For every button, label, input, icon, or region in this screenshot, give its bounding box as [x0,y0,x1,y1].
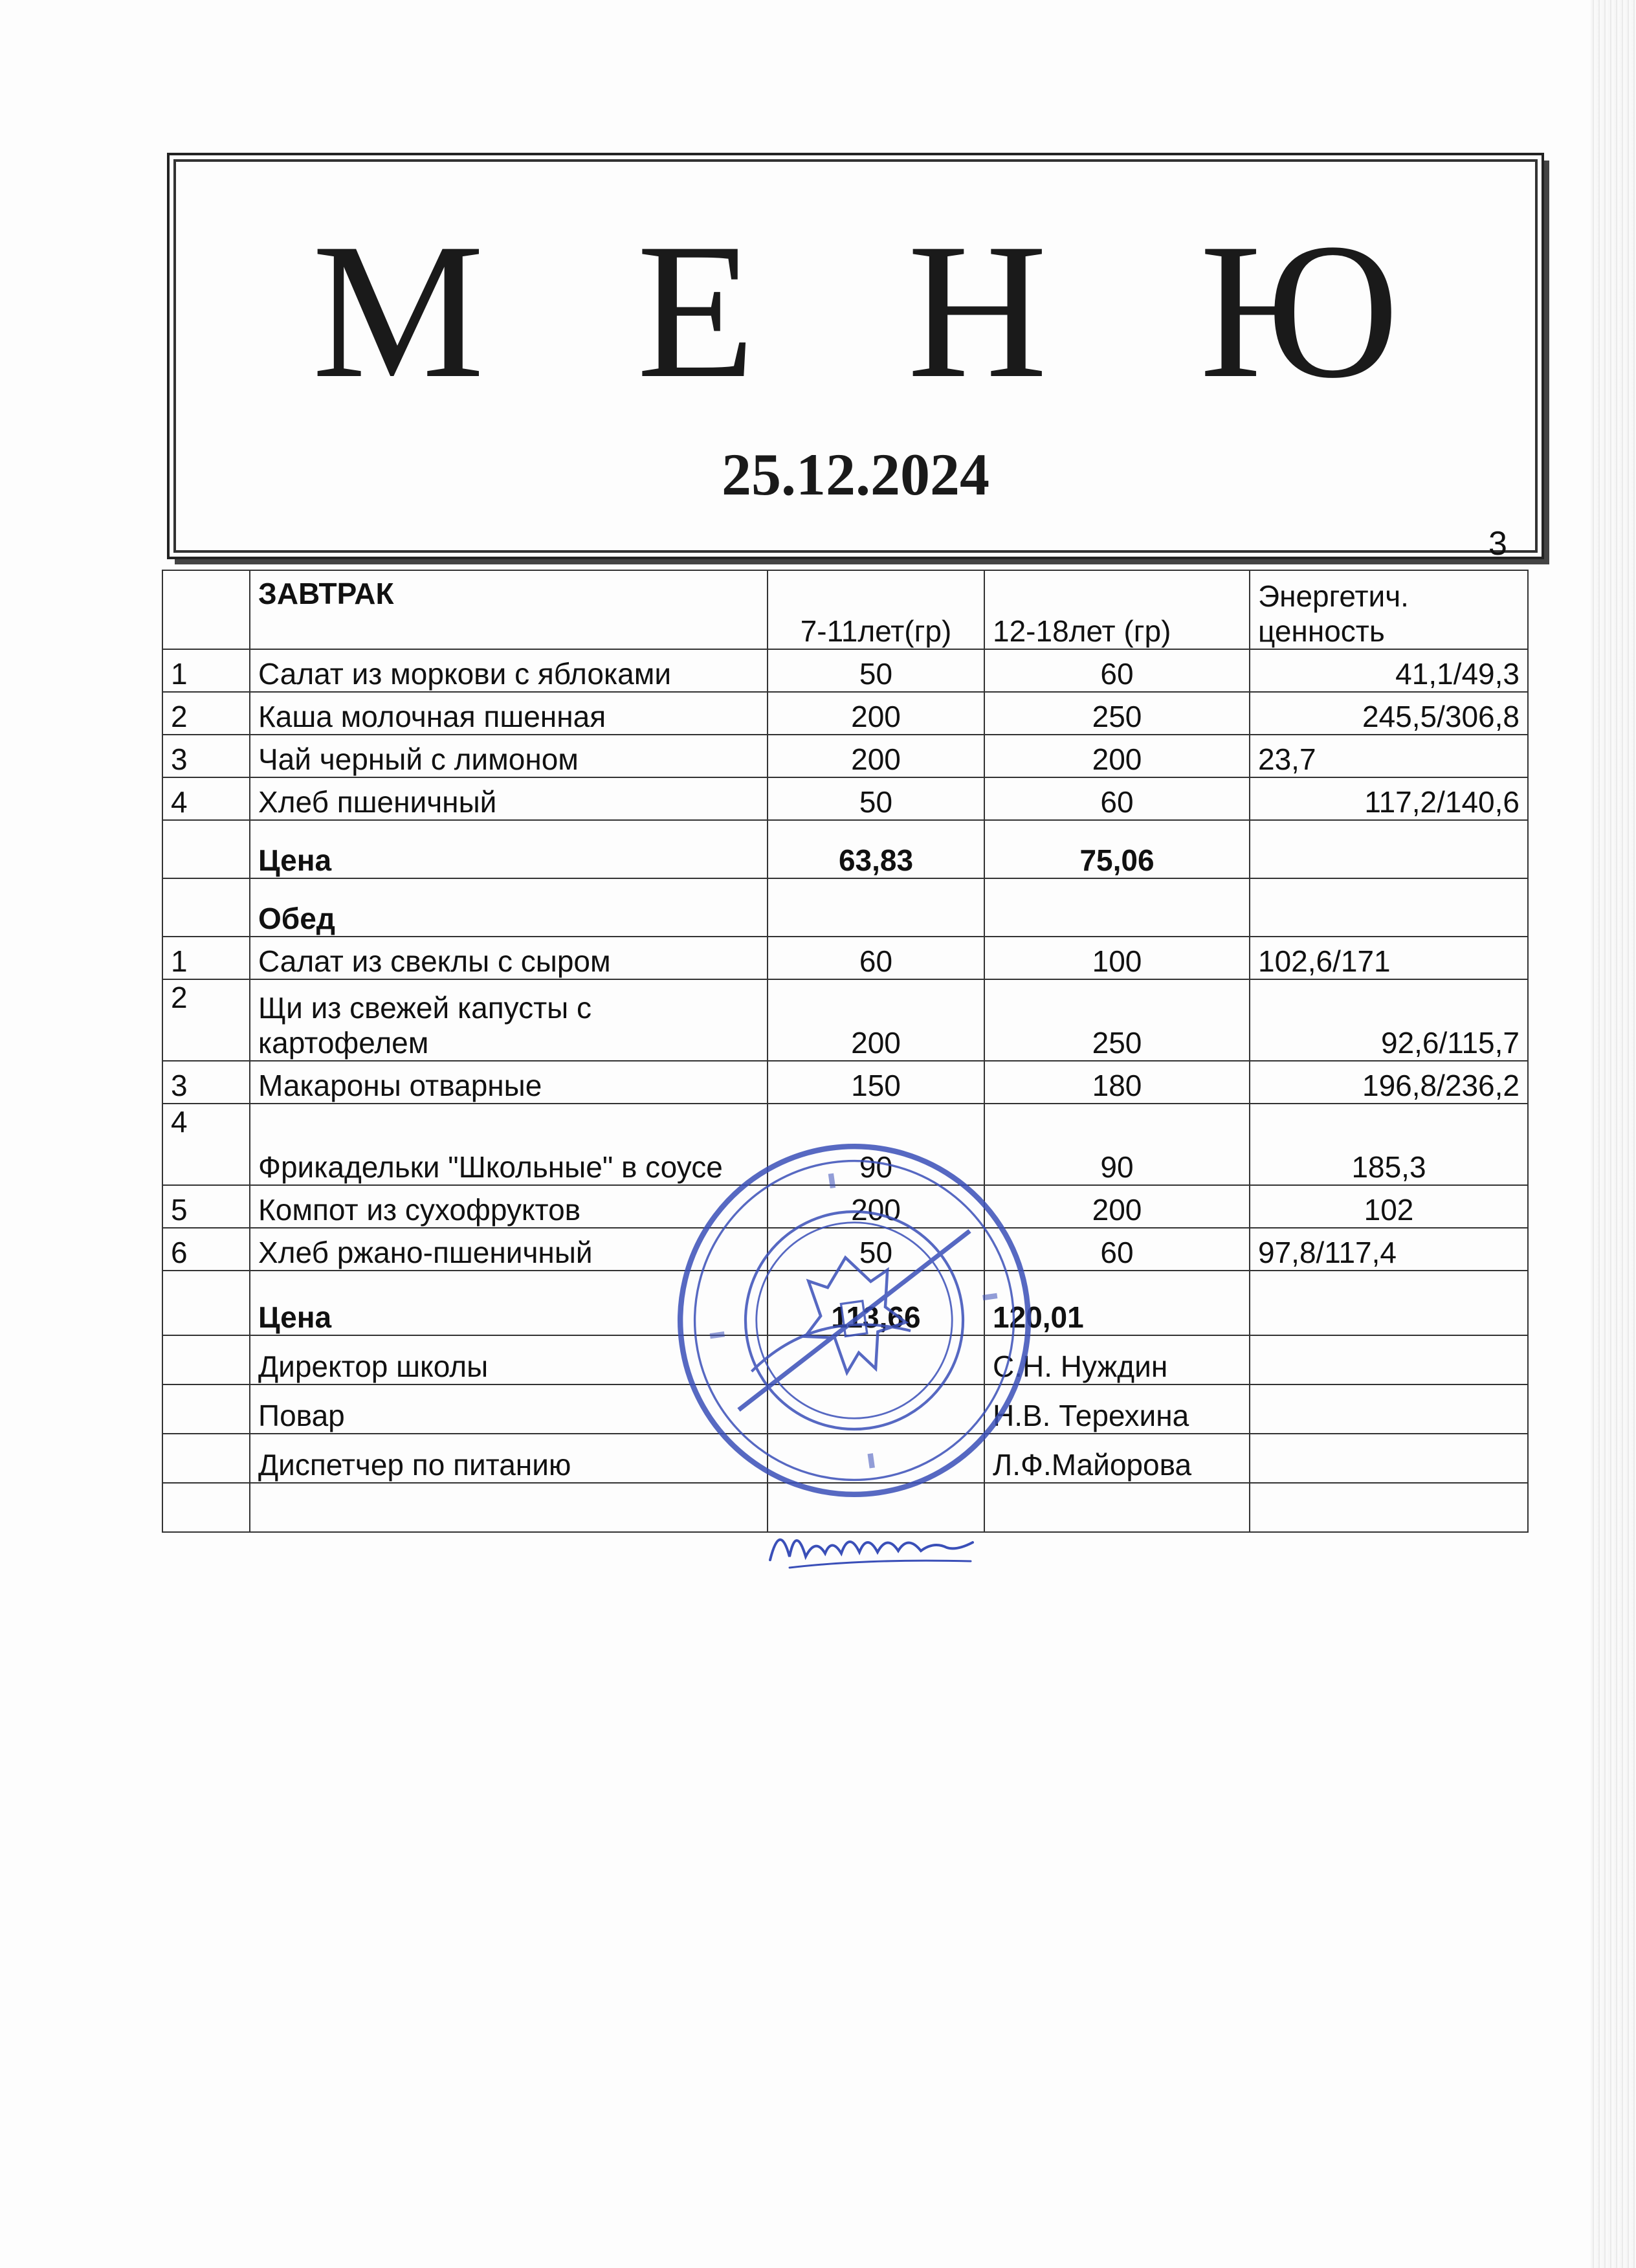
row-number: 4 [162,1104,250,1185]
energy-value: 196,8/236,2 [1250,1061,1528,1104]
signature-person: С.Н. Нуждин [984,1335,1250,1384]
column-header-age-12-18: 12-18лет (гр) [984,570,1250,649]
portion-7-11: 200 [768,692,984,735]
handwritten-signature-icon [764,1508,990,1579]
energy-value: 23,7 [1250,735,1528,777]
table-row [162,735,1528,777]
portion-7-11: 90 [768,1104,984,1185]
signature-role: Директор школы [250,1335,768,1384]
dish-name: Каша молочная пшенная [250,692,768,735]
energy-value: 97,8/117,4 [1250,1228,1528,1271]
table-row [162,692,1528,735]
row-number: 1 [162,649,250,692]
lunch-price-12-18: 120,01 [984,1271,1250,1335]
portion-12-18: 180 [984,1061,1250,1104]
portion-12-18: 250 [984,692,1250,735]
table-cell [162,1335,250,1384]
table-cell [1250,1271,1528,1335]
portion-12-18: 60 [984,777,1250,820]
row-number: 1 [162,937,250,979]
lunch-price-label: Цена [250,1271,768,1335]
table-row [162,649,1528,692]
portion-7-11: 60 [768,937,984,979]
table-cell [250,1483,768,1532]
table-cell [162,1434,250,1483]
menu-date: 25.12.2024 [722,441,989,507]
row-number: 3 [162,735,250,777]
signature-role: Повар [250,1384,768,1434]
dish-name: Хлеб ржано-пшеничный [250,1228,768,1271]
table-cell [984,878,1250,937]
dish-name: Чай черный с лимоном [250,735,768,777]
portion-12-18: 200 [984,1185,1250,1228]
energy-value: 245,5/306,8 [1250,692,1528,735]
table-cell [1250,878,1528,937]
portion-12-18: 200 [984,735,1250,777]
portion-12-18: 90 [984,1104,1250,1185]
dish-name: Макароны отварные [250,1061,768,1104]
dish-name: Фрикадельки "Школьные" в соусе [250,1104,768,1185]
table-row [162,979,1528,1061]
energy-value: 185,3 [1250,1104,1528,1185]
portion-7-11: 200 [768,1185,984,1228]
table-cell [162,1384,250,1434]
portion-7-11: 50 [768,777,984,820]
portion-12-18: 100 [984,937,1250,979]
table-cell [162,570,250,649]
table-cell [1250,820,1528,878]
row-number: 2 [162,692,250,735]
lunch-header-row [162,878,1528,937]
lunch-section-label: Обед [250,878,768,937]
breakfast-price-row [162,820,1528,878]
official-stamp-icon [650,1116,1059,1525]
row-number: 4 [162,777,250,820]
page-title: М Е Н Ю [312,203,1451,418]
table-cell [162,1271,250,1335]
table-row [162,1061,1528,1104]
lunch-price-7-11: 113,66 [768,1271,984,1335]
scan-edge-artifact [1591,0,1636,2268]
table-cell [768,878,984,937]
portion-12-18: 60 [984,649,1250,692]
energy-value: 102,6/171 [1250,937,1528,979]
breakfast-price-7-11: 63,83 [768,820,984,878]
dish-name: Хлеб пшеничный [250,777,768,820]
portion-7-11: 50 [768,1228,984,1271]
dish-name: Щи из свежей капусты с картофелем [250,979,768,1061]
row-number: 6 [162,1228,250,1271]
row-number: 3 [162,1061,250,1104]
table-cell [1250,1483,1528,1532]
breakfast-price-12-18: 75,06 [984,820,1250,878]
portion-7-11: 200 [768,979,984,1061]
row-number: 5 [162,1185,250,1228]
portion-7-11: 50 [768,649,984,692]
breakfast-section-label: ЗАВТРАК [250,570,768,649]
breakfast-price-label: Цена [250,820,768,878]
table-cell [1250,1384,1528,1434]
portion-7-11: 200 [768,735,984,777]
table-cell [162,820,250,878]
dish-name: Салат из свеклы с сыром [250,937,768,979]
portion-12-18: 250 [984,979,1250,1061]
dish-name: Компот из сухофруктов [250,1185,768,1228]
table-cell [162,878,250,937]
table-header-row [162,570,1528,649]
energy-value: 102 [1250,1185,1528,1228]
portion-7-11: 150 [768,1061,984,1104]
energy-value: 92,6/115,7 [1250,979,1528,1061]
portion-12-18: 60 [984,1228,1250,1271]
signature-role: Диспетчер по питанию [250,1434,768,1483]
page-number: 3 [1488,525,1507,562]
table-cell [1250,1434,1528,1483]
signature-person: Н.В. Терехина [984,1384,1250,1434]
table-cell [162,1483,250,1532]
table-row [162,777,1528,820]
table-cell [1250,1335,1528,1384]
table-row [162,937,1528,979]
energy-value: 41,1/49,3 [1250,649,1528,692]
table-cell [984,1483,1250,1532]
dish-name: Салат из моркови с яблоками [250,649,768,692]
energy-value: 117,2/140,6 [1250,777,1528,820]
signature-person: Л.Ф.Майорова [984,1434,1250,1483]
menu-header-box [167,153,1544,559]
column-header-energy: Энергетич. ценность [1250,570,1528,649]
row-number: 2 [162,979,250,1061]
column-header-age-7-11: 7-11лет(гр) [768,570,984,649]
